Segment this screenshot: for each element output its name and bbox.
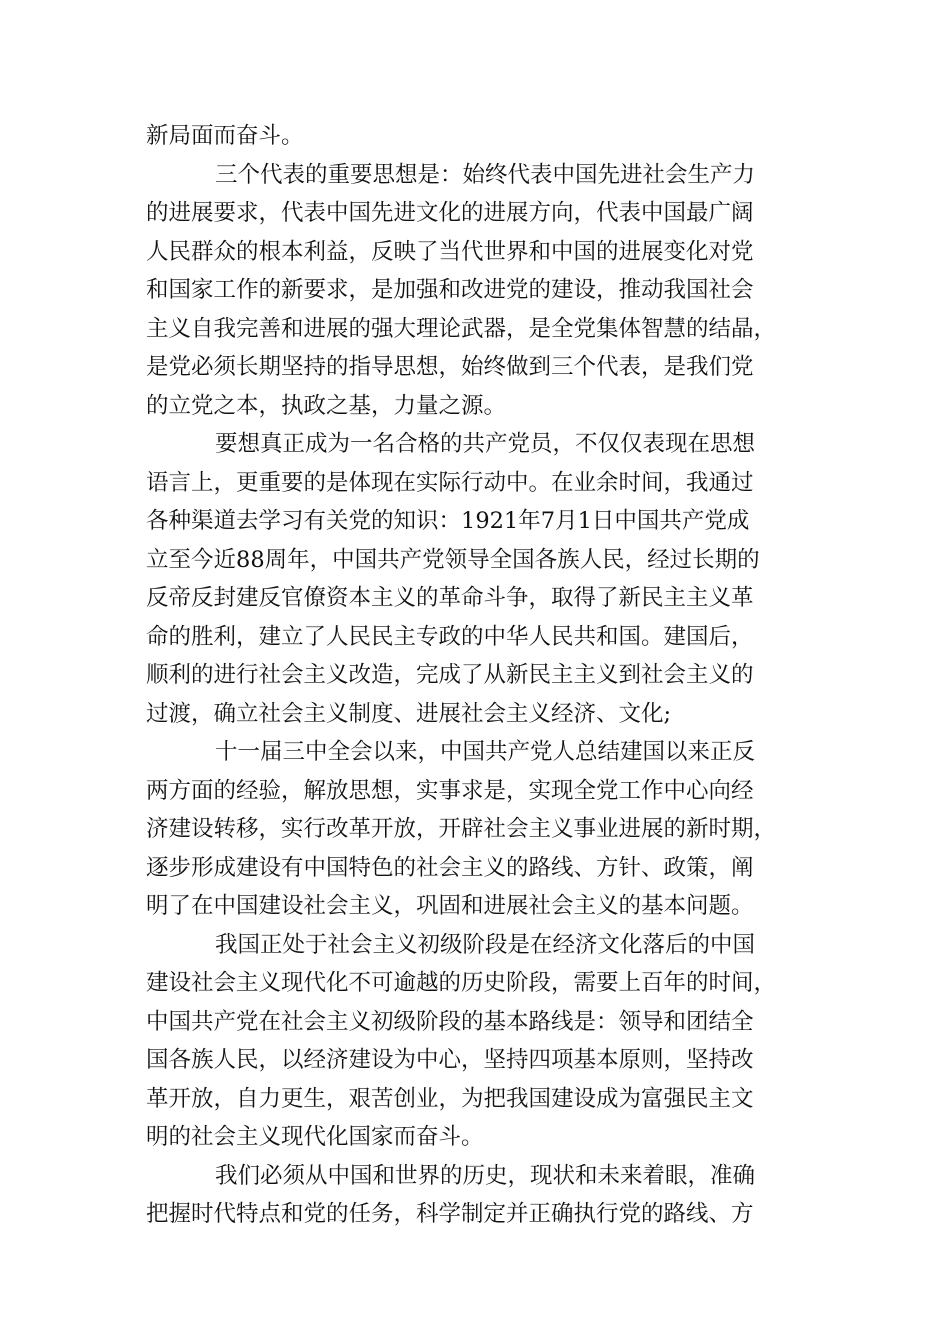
text-line: 两方面的经验，解放思想，实事求是，实现全党工作中心向经 (146, 777, 754, 804)
text-line: 国各族人民，以经济建设为中心，坚持四项基本原则，坚持改 (146, 1047, 754, 1073)
text-line: 主义自我完善和进展的强大理论武器，是全党集体智慧的结晶， (146, 315, 777, 342)
text-line: 的立党之本，执政之基，力量之源。 (146, 392, 507, 419)
text-line: 顺利的进行社会主义改造，完成了从新民主主义到社会主义的 (146, 662, 754, 688)
paragraph-continuation (146, 117, 806, 156)
text-line: 立至今近88周年，中国共产党领导全国各族人民，经过长期的 (146, 546, 760, 573)
paragraph-primary-stage (146, 926, 806, 1157)
text-line: 三个代表的重要思想是：始终代表中国先进社会生产力 (215, 161, 756, 188)
text-line: 是党必须长期坚持的指导思想，始终做到三个代表，是我们党 (146, 354, 754, 380)
text-line: 过渡，确立社会主义制度、进展社会主义经济、文化; (146, 700, 672, 727)
paragraph-party-member (146, 425, 806, 733)
document-body (146, 117, 806, 1234)
text-line: 和国家工作的新要求，是加强和改进党的建设，推动我国社会 (146, 277, 754, 303)
paragraph-three-represents (146, 156, 806, 426)
text-line: 革开放，自力更生，艰苦创业，为把我国建设成为富强民主文 (146, 1085, 754, 1112)
text-line: 把握时代特点和党的任务，科学制定并正确执行党的路线、方 (146, 1201, 754, 1227)
text-line: 的进展要求，代表中国先进文化的进展方向，代表中国最广阔 (146, 200, 754, 226)
text-line: 人民群众的根本利益，反映了当代世界和中国的进展变化对党 (146, 238, 754, 265)
text-line: 要想真正成为一名合格的共产党员，不仅仅表现在思想 (215, 431, 756, 457)
text-line: 明了在中国建设社会主义，巩固和进展社会主义的基本问题。 (146, 893, 754, 919)
text-line: 命的胜利，建立了人民民主专政的中华人民共和国。建国后， (146, 623, 754, 650)
text-line: 明的社会主义现代化国家而奋斗。 (146, 1124, 484, 1150)
text-line: 十一届三中全会以来，中国共产党人总结建国以来正反 (215, 739, 756, 765)
paragraph-third-plenum (146, 733, 806, 926)
text-line: 济建设转移，实行改革开放，开辟社会主义事业进展的新时期， (146, 816, 777, 842)
text-line: 新局面而奋斗。 (146, 123, 304, 149)
text-line: 建设社会主义现代化不可逾越的历史阶段，需要上百年的时间， (146, 970, 777, 996)
text-line: 反帝反封建反官僚资本主义的革命斗争，取得了新民主主义革 (146, 585, 754, 611)
text-line: 语言上，更重要的是体现在实际行动中。在业余时间，我通过 (146, 469, 754, 496)
text-line: 逐步形成建设有中国特色的社会主义的路线、方针、政策，阐 (146, 854, 754, 881)
text-line: 中国共产党在社会主义初级阶段的基本路线是：领导和团结全 (146, 1008, 754, 1035)
text-line: 我们必须从中国和世界的历史，现状和未来着眼，准确 (215, 1162, 756, 1189)
text-line: 我国正处于社会主义初级阶段是在经济文化落后的中国 (215, 931, 756, 958)
paragraph-history-future (146, 1157, 806, 1234)
text-line: 各种渠道去学习有关党的知识：1921年7月1日中国共产党成 (146, 508, 750, 534)
